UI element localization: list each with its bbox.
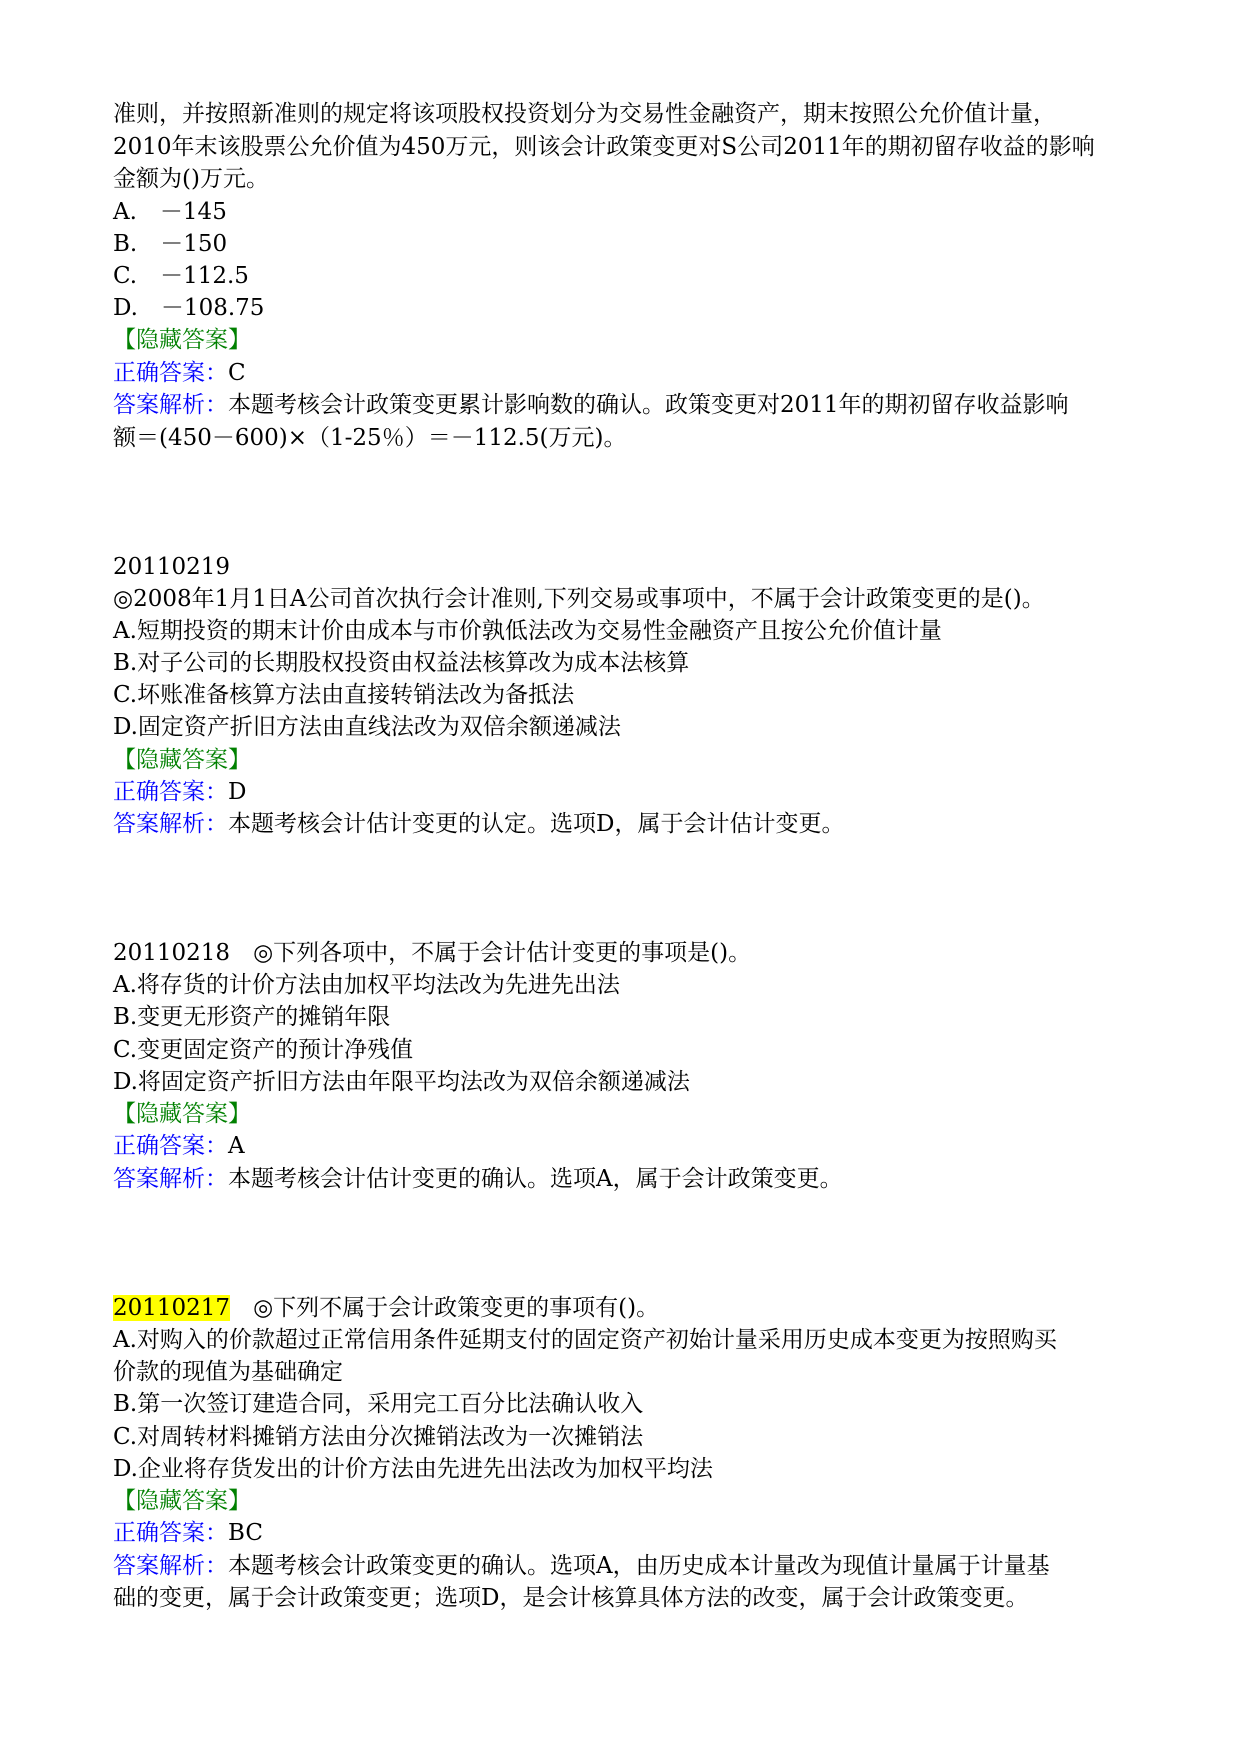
q4-stem: ◎下列不属于会计政策变更的事项有()。	[253, 1295, 660, 1321]
q2-option-a: A.短期投资的期末计价由成本与市价孰低法改为交易性金融资产且按公允价值计量	[113, 618, 942, 644]
q4-option-line-2: 价款的现值为基础确定	[113, 1359, 343, 1385]
q4-analysis-text-1: 本题考核会计政策变更的确认。选项A，由历史成本计量改为现值计量属于计量基	[228, 1553, 1050, 1579]
q4-answer-label: 正确答案：	[113, 1520, 228, 1546]
q2-analysis-label: 答案解析：	[113, 811, 228, 837]
q4-option-line-5: D.企业将存货发出的计价方法由先进先出法改为加权平均法	[113, 1456, 713, 1482]
q3-stem: ◎下列各项中，不属于会计估计变更的事项是()。	[253, 940, 752, 966]
q1-option-c: C. －112.5	[113, 263, 249, 289]
q4-analysis-line-2: 础的变更，属于会计政策变更；选项D，是会计核算具体方法的改变，属于会计政策变更。	[113, 1585, 1029, 1611]
q2-code: 20110219	[113, 554, 231, 580]
q4-answer-value: BC	[228, 1520, 263, 1546]
q3-code: 20110218	[113, 940, 231, 966]
q1-answer-label: 正确答案：	[113, 360, 228, 386]
q1-analysis-label: 答案解析：	[113, 392, 228, 418]
q4-option-line-3: B.第一次签订建造合同，采用完工百分比法确认收入	[113, 1391, 644, 1417]
q3-option-b: B.变更无形资产的摊销年限	[113, 1004, 391, 1030]
q2-analysis-line-1	[113, 808, 844, 840]
q3-option-a: A.将存货的计价方法由加权平均法改为先进先出法	[113, 972, 620, 998]
q3-analysis-label: 答案解析：	[113, 1166, 228, 1192]
q2-analysis-text-1: 本题考核会计估计变更的认定。选项D，属于会计估计变更。	[228, 811, 845, 837]
q4-code: 20110217	[113, 1295, 231, 1321]
q3-header	[113, 937, 751, 969]
q2-stem: ◎2008年1月1日A公司首次执行会计准则,下列交易或事项中，不属于会计政策变更的是()。	[113, 586, 1045, 612]
q3-option-d: D.将固定资产折旧方法由年限平均法改为双倍余额递减法	[113, 1069, 690, 1095]
q4-option-line-1: A.对购入的价款超过正常信用条件延期支付的固定资产初始计量采用历史成本变更为按照购买	[113, 1327, 1057, 1353]
q2-answer-value: D	[228, 779, 247, 805]
q1-hidden-answer-toggle[interactable]: 【隐藏答案】	[113, 327, 251, 353]
q2-hidden-answer-toggle[interactable]: 【隐藏答案】	[113, 747, 251, 773]
q2-option-d: D.固定资产折旧方法由直线法改为双倍余额递减法	[113, 714, 621, 740]
q2-option-c: C.坏账准备核算方法由直接转销法改为备抵法	[113, 682, 575, 708]
q1-option-b: B. －150	[113, 231, 228, 257]
q3-analysis-text-1: 本题考核会计估计变更的确认。选项A，属于会计政策变更。	[228, 1166, 843, 1192]
q1-option-a: A. －145	[113, 199, 227, 225]
q4-correct-answer	[113, 1517, 263, 1549]
q4-analysis-label: 答案解析：	[113, 1553, 228, 1579]
q4-option-line-4: C.对周转材料摊销方法由分次摊销法改为一次摊销法	[113, 1424, 644, 1450]
q1-option-d: D. －108.75	[113, 295, 265, 321]
q4-hidden-answer-toggle[interactable]: 【隐藏答案】	[113, 1488, 251, 1514]
q1-answer-value: C	[228, 360, 246, 386]
q4-header	[113, 1292, 659, 1324]
q1-stem-line-3: 金额为()万元。	[113, 166, 269, 192]
q3-correct-answer	[113, 1130, 245, 1162]
q1-analysis-line-2: 额＝(450－600)×（1-25％）＝－112.5(万元)。	[113, 425, 627, 451]
q4-analysis-line-1	[113, 1550, 1050, 1582]
q3-answer-value: A	[228, 1133, 245, 1159]
q3-option-c: C.变更固定资产的预计净残值	[113, 1037, 414, 1063]
q3-analysis-line-1	[113, 1163, 843, 1195]
q1-analysis-line-1	[113, 389, 1069, 421]
q2-correct-answer	[113, 776, 246, 808]
q1-correct-answer	[113, 357, 246, 389]
q2-answer-label: 正确答案：	[113, 779, 228, 805]
q2-option-b: B.对子公司的长期股权投资由权益法核算改为成本法核算	[113, 650, 690, 676]
q1-stem-line-1: 准则，并按照新准则的规定将该项股权投资划分为交易性金融资产，期末按照公允价值计量，	[113, 101, 1056, 127]
q1-analysis-text-1: 本题考核会计政策变更累计影响数的确认。政策变更对2011年的期初留存收益影响	[228, 392, 1069, 418]
q3-answer-label: 正确答案：	[113, 1133, 228, 1159]
q1-stem-line-2: 2010年末该股票公允价值为450万元，则该会计政策变更对S公司2011年的期初留存收益的影响	[113, 134, 1095, 160]
q3-hidden-answer-toggle[interactable]: 【隐藏答案】	[113, 1101, 251, 1127]
